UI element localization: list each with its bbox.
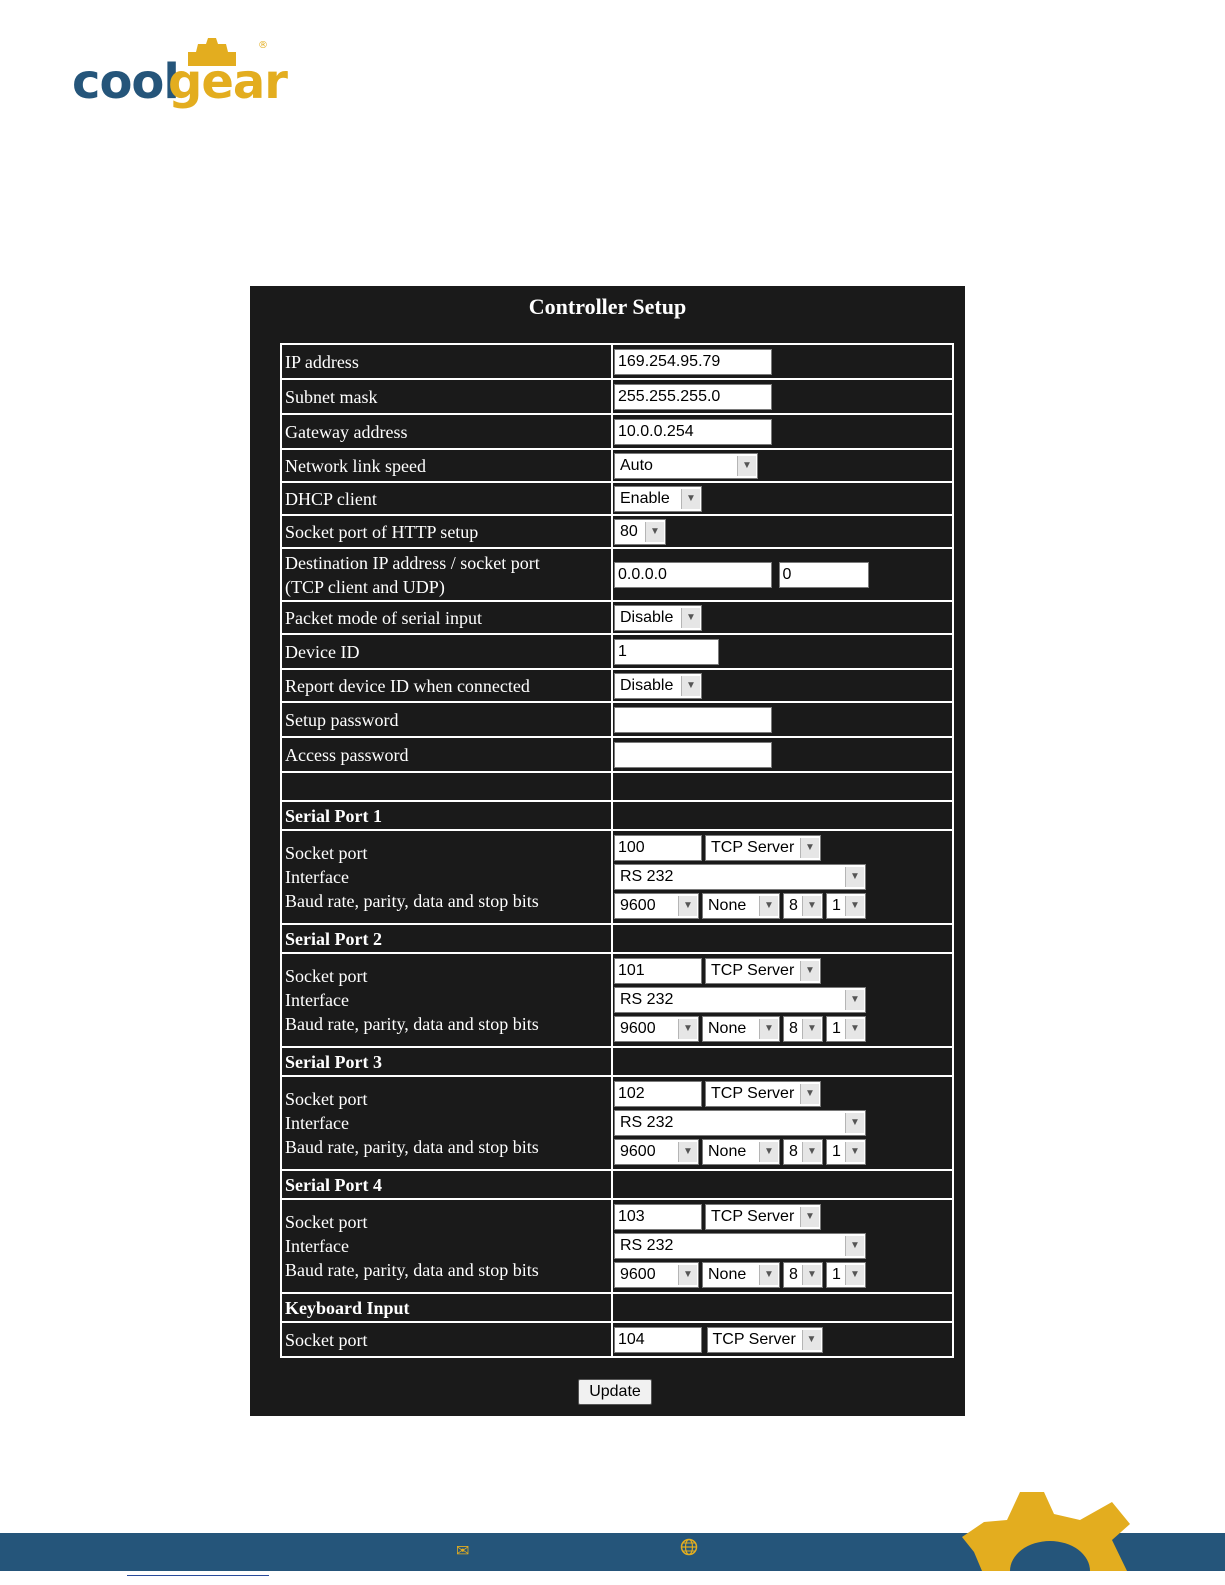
device-id-label: Device ID: [281, 634, 612, 669]
chevron-down-icon: ▼: [802, 1330, 821, 1350]
chevron-down-icon: ▼: [800, 961, 819, 981]
chevron-down-icon: ▼: [737, 456, 756, 476]
keyboard-input-header: Keyboard Input: [281, 1293, 612, 1322]
serial-port-4-socket-input[interactable]: 103: [614, 1204, 702, 1230]
http-port-select[interactable]: [614, 519, 666, 545]
spacer-cell: [281, 772, 612, 801]
serial-port-2-baud-select[interactable]: 9600 ▼: [614, 1016, 699, 1042]
serial-port-4-stop-select[interactable]: 1 ▼: [826, 1262, 866, 1288]
http-port-value: 80: [620, 522, 638, 540]
serial-port-2-labels: [281, 953, 612, 1047]
controller-setup-panel: [250, 286, 965, 1416]
link-speed-select[interactable]: [614, 453, 758, 479]
serial-port-4-baud-select[interactable]: 9600 ▼: [614, 1262, 699, 1288]
gateway-address-input[interactable]: 10.0.0.254: [614, 419, 772, 445]
serial-port-1-data-select[interactable]: 8 ▼: [783, 893, 823, 919]
chevron-down-icon: ▼: [845, 867, 864, 887]
serial-port-3-baud-select[interactable]: 9600 ▼: [614, 1139, 699, 1165]
chevron-down-icon: ▼: [678, 1019, 697, 1039]
chevron-down-icon: ▼: [845, 1019, 864, 1039]
baud-label: Baud rate, parity, data and stop bits: [285, 1137, 539, 1157]
chevron-down-icon: ▼: [759, 896, 778, 916]
serial-port-4-labels: [281, 1199, 612, 1293]
baud-label: Baud rate, parity, data and stop bits: [285, 1014, 539, 1034]
link-speed-label: Network link speed: [281, 449, 612, 482]
chevron-down-icon: ▼: [802, 1142, 821, 1162]
chevron-down-icon: ▼: [800, 1207, 819, 1227]
serial-port-3-parity-select[interactable]: None ▼: [702, 1139, 780, 1165]
chevron-down-icon: ▼: [678, 1265, 697, 1285]
serial-port-2-header: Serial Port 2: [281, 924, 612, 953]
chevron-down-icon: ▼: [800, 1084, 819, 1104]
serial-port-1-parity-select[interactable]: None ▼: [702, 893, 780, 919]
setup-password-label: Setup password: [281, 702, 612, 737]
footer-gear-icon: [962, 1492, 1152, 1571]
serial-port-4-data-select[interactable]: 8 ▼: [783, 1262, 823, 1288]
chevron-down-icon: ▼: [802, 1019, 821, 1039]
coolgear-logo: [70, 36, 287, 120]
setup-table: [280, 343, 954, 1358]
socket-port-label: Socket port: [285, 966, 368, 986]
keyboard-socket-label: Socket port: [281, 1322, 612, 1357]
packet-mode-label: Packet mode of serial input: [281, 601, 612, 634]
ip-label: IP address: [281, 344, 612, 379]
serial-port-1-labels: [281, 830, 612, 924]
packet-mode-value: Disable: [620, 608, 674, 626]
chevron-down-icon: ▼: [678, 896, 697, 916]
serial-port-3-data-select[interactable]: 8 ▼: [783, 1139, 823, 1165]
serial-port-2-mode-select[interactable]: TCP Server ▼: [705, 958, 821, 984]
chevron-down-icon: ▼: [759, 1142, 778, 1162]
serial-port-3-labels: [281, 1076, 612, 1170]
access-password-input[interactable]: [614, 742, 772, 768]
serial-port-2-parity-select[interactable]: None ▼: [702, 1016, 780, 1042]
device-id-input[interactable]: 1: [614, 639, 719, 665]
serial-port-4-mode-select[interactable]: TCP Server ▼: [705, 1204, 821, 1230]
report-id-value: Disable: [620, 676, 674, 694]
dhcp-select[interactable]: [614, 486, 702, 512]
report-id-select[interactable]: [614, 673, 702, 699]
chevron-down-icon: ▼: [845, 1113, 864, 1133]
chevron-down-icon: ▼: [800, 838, 819, 858]
report-id-label: Report device ID when connected: [281, 669, 612, 702]
serial-port-1-stop-select[interactable]: 1 ▼: [826, 893, 866, 919]
serial-port-3-socket-input[interactable]: 102: [614, 1081, 702, 1107]
dhcp-value: Enable: [620, 489, 670, 507]
chevron-down-icon: ▼: [759, 1019, 778, 1039]
serial-port-3-stop-select[interactable]: 1 ▼: [826, 1139, 866, 1165]
chevron-down-icon: ▼: [681, 676, 700, 696]
chevron-down-icon: ▼: [681, 489, 700, 509]
chevron-down-icon: ▼: [802, 1265, 821, 1285]
destination-ip-input[interactable]: 0.0.0.0: [614, 562, 772, 588]
serial-port-2-socket-input[interactable]: 101: [614, 958, 702, 984]
chevron-down-icon: ▼: [845, 1236, 864, 1256]
mail-icon[interactable]: ✉: [456, 1543, 470, 1560]
serial-port-1-interface-select[interactable]: RS 232 ▼: [614, 864, 866, 890]
socket-port-label: Socket port: [285, 1212, 368, 1232]
interface-label: Interface: [285, 867, 349, 887]
gateway-label: Gateway address: [281, 414, 612, 449]
logo-text-cool: cool: [72, 54, 179, 110]
subnet-label: Subnet mask: [281, 379, 612, 414]
page-title: Controller Setup: [528, 294, 687, 319]
serial-port-4-header: Serial Port 4: [281, 1170, 612, 1199]
serial-port-1-baud-select[interactable]: 9600 ▼: [614, 893, 699, 919]
keyboard-mode-select[interactable]: TCP Server ▼: [707, 1327, 823, 1353]
chevron-down-icon: ▼: [845, 1265, 864, 1285]
interface-label: Interface: [285, 1236, 349, 1256]
logo-text-gear: gear: [168, 54, 287, 110]
chevron-down-icon: ▼: [678, 1142, 697, 1162]
http-port-label: Socket port of HTTP setup: [281, 515, 612, 548]
chevron-down-icon: ▼: [681, 608, 700, 628]
ip-address-input[interactable]: 169.254.95.79: [614, 349, 772, 375]
registered-mark: ®: [258, 40, 268, 51]
serial-port-2-stop-select[interactable]: 1 ▼: [826, 1016, 866, 1042]
footer-strip: [0, 1571, 1225, 1585]
chevron-down-icon: ▼: [845, 1142, 864, 1162]
update-button[interactable]: Update: [578, 1379, 652, 1405]
serial-port-3-header: Serial Port 3: [281, 1047, 612, 1076]
footer-link-underline[interactable]: [127, 1575, 269, 1576]
serial-port-4-interface-select[interactable]: RS 232 ▼: [614, 1233, 866, 1259]
access-password-label: Access password: [281, 737, 612, 772]
destination-label-line2: (TCP client and UDP): [285, 576, 445, 597]
serial-port-4-parity-select[interactable]: None ▼: [702, 1262, 780, 1288]
setup-password-input[interactable]: [614, 707, 772, 733]
socket-port-label: Socket port: [285, 1089, 368, 1109]
subnet-mask-input[interactable]: 255.255.255.0: [614, 384, 772, 410]
destination-label-line1: Destination IP address / socket port: [285, 552, 540, 573]
serial-port-3-mode-select[interactable]: TCP Server ▼: [705, 1081, 821, 1107]
serial-port-2-interface-select[interactable]: RS 232 ▼: [614, 987, 866, 1013]
interface-label: Interface: [285, 1113, 349, 1133]
spacer-cell: [612, 772, 953, 801]
serial-port-1-mode-select[interactable]: TCP Server ▼: [705, 835, 821, 861]
baud-label: Baud rate, parity, data and stop bits: [285, 891, 539, 911]
serial-port-2-data-select[interactable]: 8 ▼: [783, 1016, 823, 1042]
packet-mode-select[interactable]: [614, 605, 702, 631]
chevron-down-icon: ▼: [845, 896, 864, 916]
keyboard-socket-input[interactable]: 104: [614, 1327, 702, 1353]
destination-port-input[interactable]: 0: [779, 562, 869, 588]
destination-label: [281, 548, 612, 601]
dhcp-label: DHCP client: [281, 482, 612, 515]
interface-label: Interface: [285, 990, 349, 1010]
serial-port-1-socket-input[interactable]: 100: [614, 835, 702, 861]
baud-label: Baud rate, parity, data and stop bits: [285, 1260, 539, 1280]
chevron-down-icon: ▼: [802, 896, 821, 916]
chevron-down-icon: ▼: [759, 1265, 778, 1285]
serial-port-3-interface-select[interactable]: RS 232 ▼: [614, 1110, 866, 1136]
chevron-down-icon: ▼: [645, 522, 664, 542]
socket-port-label: Socket port: [285, 843, 368, 863]
globe-icon[interactable]: [680, 1538, 698, 1556]
chevron-down-icon: ▼: [845, 990, 864, 1010]
link-speed-value: Auto: [620, 456, 653, 474]
serial-port-1-header: Serial Port 1: [281, 801, 612, 830]
